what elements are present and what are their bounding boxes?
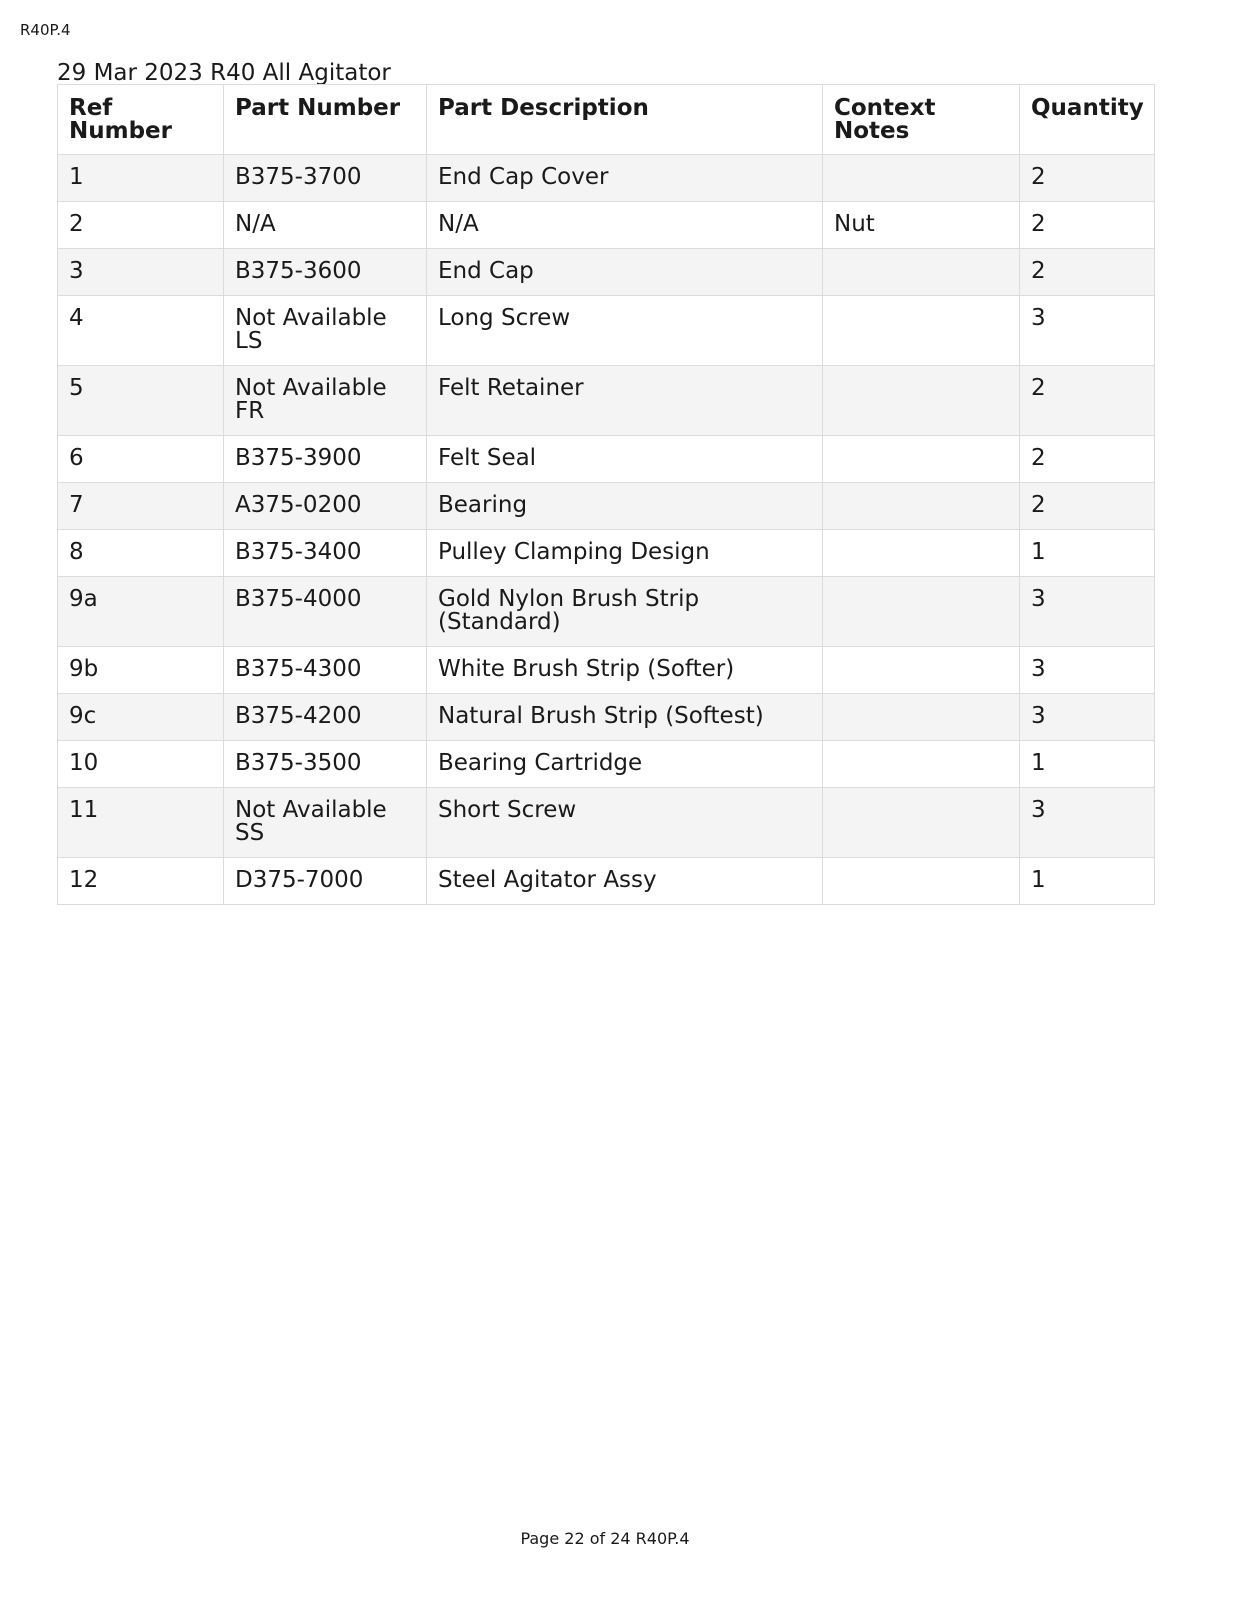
cell-ref-number: 9a — [58, 577, 224, 647]
part-number-line: A375-0200 — [235, 492, 362, 518]
part-number-line: D375-7000 — [235, 867, 364, 893]
document-title: 29 Mar 2023 R40 All Agitator — [57, 60, 391, 86]
cell-ref-number: 1 — [58, 155, 224, 202]
cell-part-description: End Cap Cover — [427, 155, 823, 202]
table-row — [58, 483, 1155, 530]
cell-quantity: 3 — [1020, 694, 1155, 741]
table-row — [58, 296, 1155, 366]
part-number-line: B375-3700 — [235, 164, 362, 190]
cell-part-description: Felt Seal — [427, 436, 823, 483]
parts-table-body — [58, 155, 1155, 905]
cell-context-notes: Nut — [823, 202, 1020, 249]
part-number-line: N/A — [235, 211, 276, 237]
cell-part-number — [224, 296, 427, 366]
cell-part-description: End Cap — [427, 249, 823, 296]
cell-ref-number: 5 — [58, 366, 224, 436]
cell-quantity: 3 — [1020, 296, 1155, 366]
part-number-line: Not Available — [235, 375, 387, 401]
cell-part-number — [224, 647, 427, 694]
cell-quantity: 2 — [1020, 366, 1155, 436]
cell-context-notes — [823, 530, 1020, 577]
cell-quantity: 3 — [1020, 647, 1155, 694]
cell-ref-number: 9c — [58, 694, 224, 741]
cell-context-notes — [823, 788, 1020, 858]
cell-part-number — [224, 577, 427, 647]
cell-ref-number: 8 — [58, 530, 224, 577]
part-number-line: B375-4300 — [235, 656, 362, 682]
cell-quantity: 2 — [1020, 202, 1155, 249]
header-row — [58, 85, 1155, 155]
cell-ref-number: 6 — [58, 436, 224, 483]
cell-ref-number: 2 — [58, 202, 224, 249]
cell-part-description: Gold Nylon Brush Strip (Standard) — [427, 577, 823, 647]
table-row — [58, 647, 1155, 694]
header-part-description: Part Description — [427, 85, 823, 155]
cell-part-number — [224, 741, 427, 788]
cell-part-number — [224, 858, 427, 905]
part-number-line: B375-4000 — [235, 586, 362, 612]
cell-part-description: Felt Retainer — [427, 366, 823, 436]
cell-part-description: White Brush Strip (Softer) — [427, 647, 823, 694]
cell-quantity: 2 — [1020, 155, 1155, 202]
parts-table — [57, 84, 1155, 905]
cell-context-notes — [823, 296, 1020, 366]
cell-quantity: 2 — [1020, 483, 1155, 530]
cell-context-notes — [823, 155, 1020, 202]
cell-part-description: Pulley Clamping Design — [427, 530, 823, 577]
table-row — [58, 436, 1155, 483]
cell-part-number — [224, 483, 427, 530]
table-row — [58, 577, 1155, 647]
header-ref-number: Ref Number — [58, 85, 224, 155]
part-number-line: B375-4200 — [235, 703, 362, 729]
cell-part-description: Long Screw — [427, 296, 823, 366]
header-quantity: Quantity — [1020, 85, 1155, 155]
header-part-number: Part Number — [224, 85, 427, 155]
cell-part-number — [224, 366, 427, 436]
cell-part-number — [224, 202, 427, 249]
part-number-line: B375-3500 — [235, 750, 362, 776]
part-number-line: B375-3600 — [235, 258, 362, 284]
table-row — [58, 202, 1155, 249]
cell-quantity: 3 — [1020, 577, 1155, 647]
table-row — [58, 530, 1155, 577]
cell-context-notes — [823, 858, 1020, 905]
cell-quantity: 2 — [1020, 249, 1155, 296]
document-code: R40P.4 — [20, 21, 71, 39]
cell-part-number — [224, 530, 427, 577]
cell-quantity: 1 — [1020, 530, 1155, 577]
cell-part-description: N/A — [427, 202, 823, 249]
header-context-notes: Context Notes — [823, 85, 1020, 155]
cell-quantity: 2 — [1020, 436, 1155, 483]
cell-ref-number: 4 — [58, 296, 224, 366]
cell-ref-number: 12 — [58, 858, 224, 905]
part-number-line: LS — [235, 328, 263, 354]
table-row — [58, 155, 1155, 202]
cell-part-description: Bearing Cartridge — [427, 741, 823, 788]
cell-context-notes — [823, 577, 1020, 647]
part-number-line: FR — [235, 398, 265, 424]
cell-ref-number: 10 — [58, 741, 224, 788]
table-row — [58, 366, 1155, 436]
cell-context-notes — [823, 483, 1020, 530]
table-row — [58, 249, 1155, 296]
cell-context-notes — [823, 436, 1020, 483]
cell-ref-number: 7 — [58, 483, 224, 530]
cell-quantity: 1 — [1020, 741, 1155, 788]
cell-part-description: Natural Brush Strip (Softest) — [427, 694, 823, 741]
part-number-line: SS — [235, 820, 265, 846]
cell-part-number — [224, 436, 427, 483]
cell-context-notes — [823, 249, 1020, 296]
table-row — [58, 858, 1155, 905]
cell-part-description: Short Screw — [427, 788, 823, 858]
cell-context-notes — [823, 741, 1020, 788]
cell-part-number — [224, 249, 427, 296]
table-row — [58, 788, 1155, 858]
table-row — [58, 741, 1155, 788]
page-footer: Page 22 of 24 R40P.4 — [520, 1529, 690, 1548]
cell-context-notes — [823, 366, 1020, 436]
cell-context-notes — [823, 694, 1020, 741]
cell-part-number — [224, 694, 427, 741]
part-number-line: Not Available — [235, 305, 387, 331]
cell-ref-number: 11 — [58, 788, 224, 858]
cell-ref-number: 9b — [58, 647, 224, 694]
part-number-line: Not Available — [235, 797, 387, 823]
cell-quantity: 3 — [1020, 788, 1155, 858]
table-row — [58, 694, 1155, 741]
part-number-line: B375-3400 — [235, 539, 362, 565]
part-number-line: B375-3900 — [235, 445, 362, 471]
cell-part-description: Steel Agitator Assy — [427, 858, 823, 905]
cell-part-number — [224, 155, 427, 202]
cell-context-notes — [823, 647, 1020, 694]
cell-ref-number: 3 — [58, 249, 224, 296]
cell-part-description: Bearing — [427, 483, 823, 530]
cell-quantity: 1 — [1020, 858, 1155, 905]
cell-part-number — [224, 788, 427, 858]
